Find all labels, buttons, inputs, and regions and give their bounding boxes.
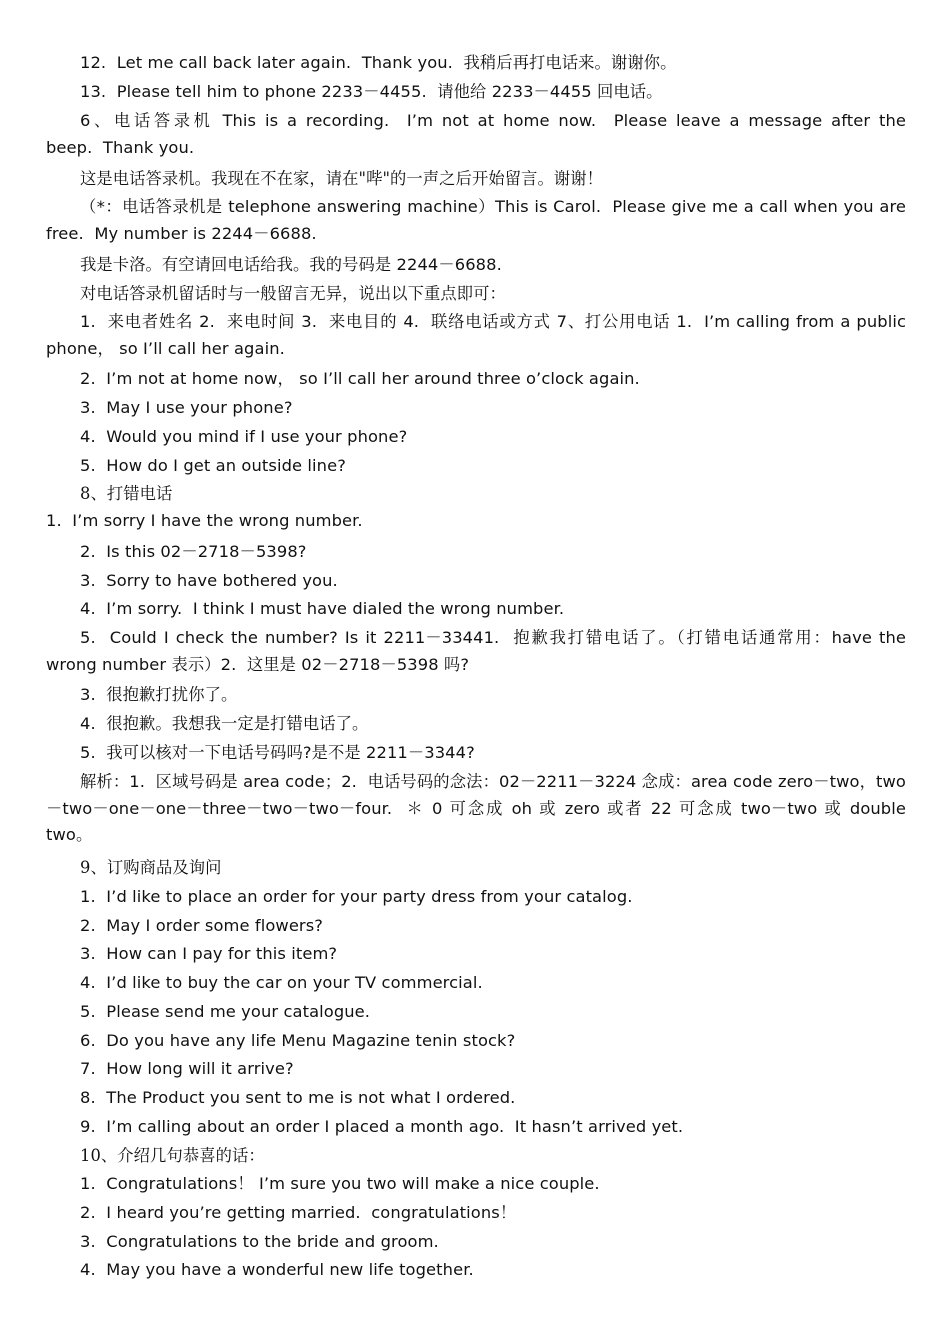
- list-item: 4. Would you mind if I use your phone?: [80, 427, 408, 446]
- list-item: 9. I’m calling about an order I placed a month ago. It hasn’t arrived yet.: [80, 1117, 684, 1136]
- list-item: 5. Please send me your catalogue.: [80, 1002, 371, 1021]
- list-item: 2. May I order some flowers?: [80, 916, 324, 935]
- list-item: 1. Congratulations！ I’m sure you two will make a nice couple.: [80, 1174, 600, 1193]
- paragraph: 解析：1. 区域号码是 area code；2. 电话号码的念法：02－2211－3224 念成：area code zero－two，two－two－one－one－three－two－two－four. ＊ 0 可念成 oh 或 zero 或者 22 可念成 two－two 或 double two。: [46, 772, 906, 844]
- list-item: 7. How long will it arrive?: [80, 1059, 294, 1078]
- paragraph: 1. 来电者姓名 2. 来电时间 3. 来电目的 4. 联络电话或方式 7、打公用电话 1. I’m calling from a public phone， so I’ll call her again.: [46, 312, 906, 358]
- list-item: 6. Do you have any life Menu Magazine tenin stock?: [80, 1031, 516, 1050]
- list-item: 2. I heard you’re getting married. congratulations！: [80, 1203, 517, 1222]
- list-item: 1. I’d like to place an order for your party dress from your catalog.: [80, 887, 633, 906]
- section-heading: 8、打错电话: [80, 484, 173, 503]
- list-item: 3. 很抱歉打扰你了。: [80, 685, 238, 704]
- paragraph: 5. Could I check the number? Is it 2211－33441. 抱歉我打错电话了。（打错电话通常用：have the wrong number 表示）2. 这里是 02－2718－5398 吗?: [46, 628, 906, 674]
- list-item: 3. Sorry to have bothered you.: [80, 571, 338, 590]
- list-item: 8. The Product you sent to me is not what I ordered.: [80, 1088, 516, 1107]
- list-item: 2. I’m not at home now， so I’ll call her around three o’clock again.: [80, 369, 640, 388]
- section-heading: 10、介绍几句恭喜的话：: [80, 1146, 265, 1165]
- paragraph: 12. Let me call back later again. Thank you. 我稍后再打电话来。谢谢你。: [80, 53, 677, 72]
- list-item: 2. Is this 02－2718－5398?: [80, 542, 307, 561]
- list-item: 4. I’m sorry. I think I must have dialed the wrong number.: [80, 599, 565, 618]
- list-item: 5. How do I get an outside line?: [80, 456, 346, 475]
- list-item: 3. How can I pay for this item?: [80, 944, 338, 963]
- paragraph: 13. Please tell him to phone 2233－4455. 请他给 2233－4455 回电话。: [80, 82, 663, 101]
- list-item: 5. 我可以核对一下电话号码吗?是不是 2211－3344?: [80, 743, 475, 762]
- paragraph: （*：电话答录机是 telephone answering machine）This is Carol. Please give me a call when you are free. My number is 2244－6688.: [46, 197, 906, 243]
- list-item: 3. Congratulations to the bride and groom.: [80, 1232, 439, 1251]
- list-item: 4. 很抱歉。我想我一定是打错电话了。: [80, 714, 369, 733]
- paragraph: 对电话答录机留话时与一般留言无异，说出以下重点即可：: [80, 284, 506, 303]
- list-item: 4. May you have a wonderful new life together.: [80, 1260, 474, 1279]
- list-item: 4. I’d like to buy the car on your TV commercial.: [80, 973, 483, 992]
- section-heading: 9、订购商品及询问: [80, 858, 222, 877]
- list-item: 1. I’m sorry I have the wrong number.: [46, 511, 363, 530]
- paragraph: 6、电话答录机 This is a recording. I’m not at home now. Please leave a message after the beep. Thank you.: [46, 111, 906, 157]
- paragraph: 这是电话答录机。我现在不在家，请在"哔"的一声之后开始留言。谢谢！: [80, 169, 603, 188]
- paragraph: 我是卡洛。有空请回电话给我。我的号码是 2244－6688.: [80, 255, 502, 274]
- list-item: 3. May I use your phone?: [80, 398, 293, 417]
